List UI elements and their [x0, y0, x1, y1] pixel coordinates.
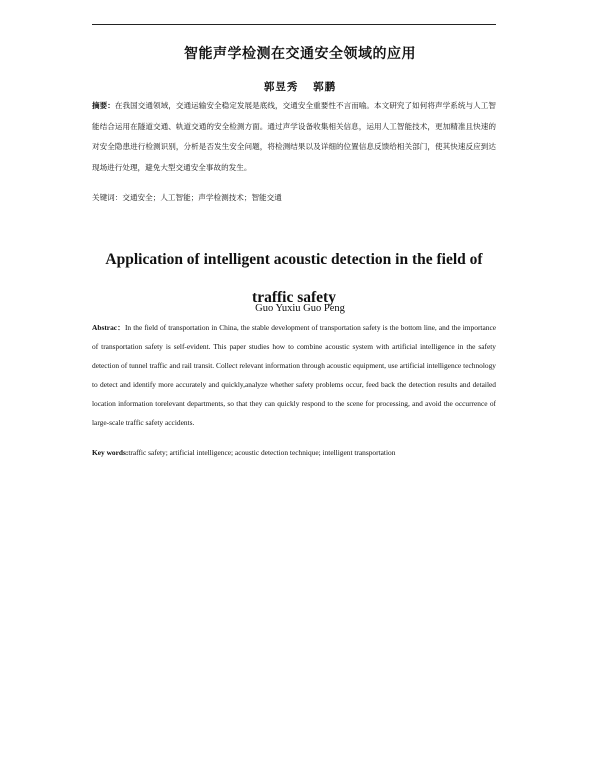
chinese-title: 智能声学检测在交通安全领域的应用: [184, 46, 416, 62]
english-abstract: [92, 318, 496, 432]
chinese-keywords: [92, 188, 496, 208]
chinese-authors: 郭昱秀 郭鹏: [263, 81, 337, 93]
chinese-abstract: [92, 96, 496, 178]
chinese-keywords-text: 交通安全；人工智能；声学检测技术；智能交通: [122, 193, 282, 202]
english-abstract-label: Abstrac：: [92, 323, 125, 332]
chinese-abstract-text: 在我国交通领域，交通运输安全稳定发展是底线，交通安全重要性不言而喻。本文研究了如何将声学系统与人工智能结合运用在隧道交通、轨道交通的安全检测方面。通过声学设备收集相关信息，运用人工智能技术，更加精准且快速的对安全隐患进行检测识别，分析是否发生安全问题，将检测结果以及详细的位置信息反馈给相关部门，使其快速反应到达现场进行处理，避免大型交通安全事故的发生。: [92, 101, 496, 172]
english-keywords-label: Key words:: [92, 448, 129, 457]
chinese-abstract-label: 摘要：: [92, 101, 115, 110]
english-authors: Guo Yuxiu Guo Peng: [255, 303, 345, 314]
english-keywords-text: traffic safety; artificial intelligence; acoustic detection technique; intelligent transportation: [128, 448, 396, 457]
english-title: Application of intelligent acoustic detection in the field of traffic safety: [105, 251, 483, 306]
english-abstract-text: In the field of transportation in China, the stable development of transportation safety is the bottom line, and the importance of transportation safety is self-evident. This paper studies how to combine acoustic system with artificial intelligence in the safety detection of tunnel traffic and rail transit. Collect relevant information through acoustic equipment, use artificial intelligence technology to detect and identify more accurately and quickly,analyze whether safety problems occur, feed back the detection results and detailed location information torelevant departments, so that they can quickly respond to the scene for processing, and avoid the occurrence of large-scale traffic safety accidents.: [92, 323, 497, 427]
top-rule: [92, 24, 496, 25]
english-keywords: [92, 445, 496, 461]
chinese-keywords-label: 关键词：: [92, 193, 123, 202]
